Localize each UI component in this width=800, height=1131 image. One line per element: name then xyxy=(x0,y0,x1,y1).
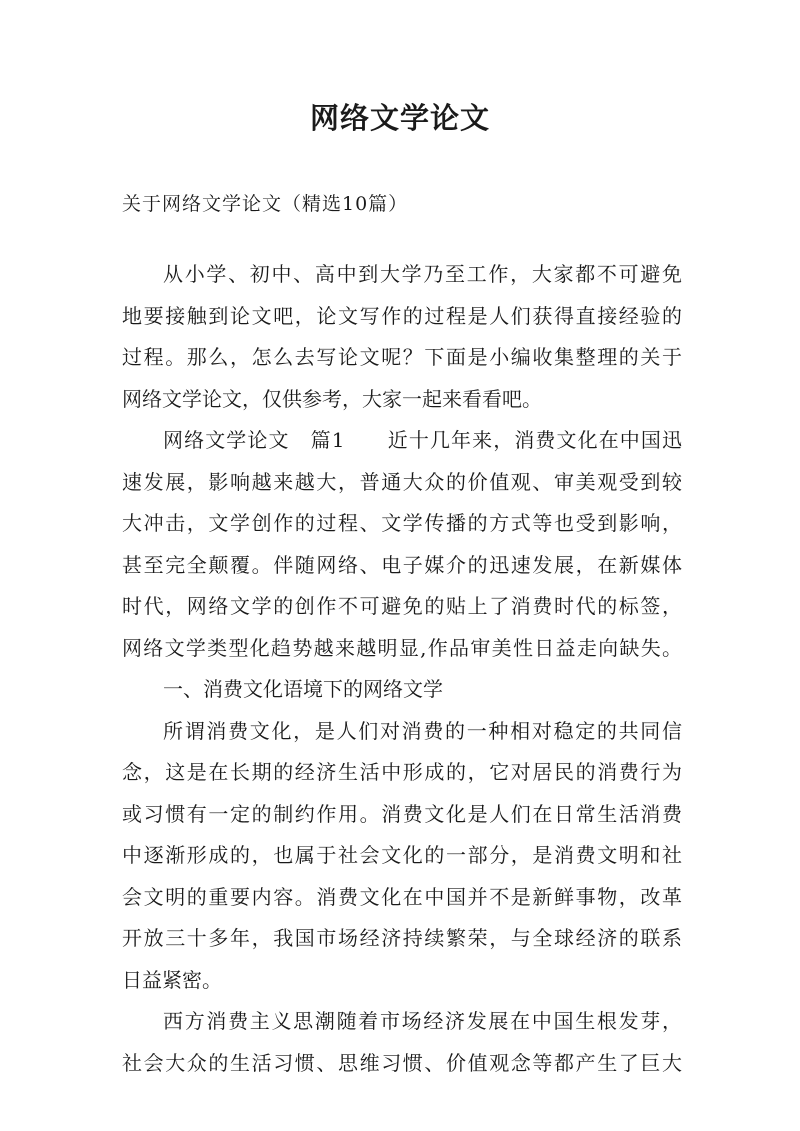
body-line: 开放三十多年，我国市场经济持续繁荣，与全球经济的联系 xyxy=(122,926,682,950)
body-line: 甚至完全颠覆。伴随网络、电子媒介的迅速发展，在新媒体 xyxy=(122,553,682,577)
body-line: 网络文学论文，仅供参考，大家一起来看看吧。 xyxy=(122,387,542,411)
body-line: 地要接触到论文吧，论文写作的过程是人们获得直接经验的 xyxy=(122,304,682,328)
body-line: 从小学、初中、高中到大学乃至工作，大家都不可避免 xyxy=(163,262,682,286)
body-line: 或习惯有一定的制约作用。消费文化是人们在日常生活消费 xyxy=(122,802,682,826)
body-line: 过程。那么，怎么去写论文呢？下面是小编收集整理的关于 xyxy=(122,345,682,369)
body-line: 大冲击，文学创作的过程、文学传播的方式等也受到影响， xyxy=(122,511,682,535)
section-heading: 一、消费文化语境下的网络文学 xyxy=(163,677,443,701)
body-line: 时代，网络文学的创作不可避免的贴上了消费时代的标签， xyxy=(122,594,682,618)
body-line: 速发展，影响越来越大，普通大众的价值观、审美观受到较 xyxy=(122,470,682,494)
body-line: 网络文学类型化趋势越来越明显,作品审美性日益走向缺失。 xyxy=(122,636,682,660)
body-line: 所谓消费文化，是人们对消费的一种相对稳定的共同信 xyxy=(163,719,682,743)
body-line: 西方消费主义思潮随着市场经济发展在中国生根发芽， xyxy=(163,1009,682,1033)
body-line: 中逐渐形成的，也属于社会文化的一部分，是消费文明和社 xyxy=(122,843,682,867)
body-line: 社会大众的生活习惯、思维习惯、价值观念等都产生了巨大 xyxy=(122,1051,682,1075)
body-line: 日益紧密。 xyxy=(122,968,222,992)
body-line: 念，这是在长期的经济生活中形成的，它对居民的消费行为 xyxy=(122,760,682,784)
document-title: 网络文学论文 xyxy=(309,101,490,135)
document-subtitle: 关于网络文学论文（精选10篇） xyxy=(122,193,409,215)
body-line: 网络文学论文 篇1 近十几年来，消费文化在中国迅 xyxy=(163,428,682,452)
body-line: 会文明的重要内容。消费文化在中国并不是新鲜事物，改革 xyxy=(122,885,682,909)
